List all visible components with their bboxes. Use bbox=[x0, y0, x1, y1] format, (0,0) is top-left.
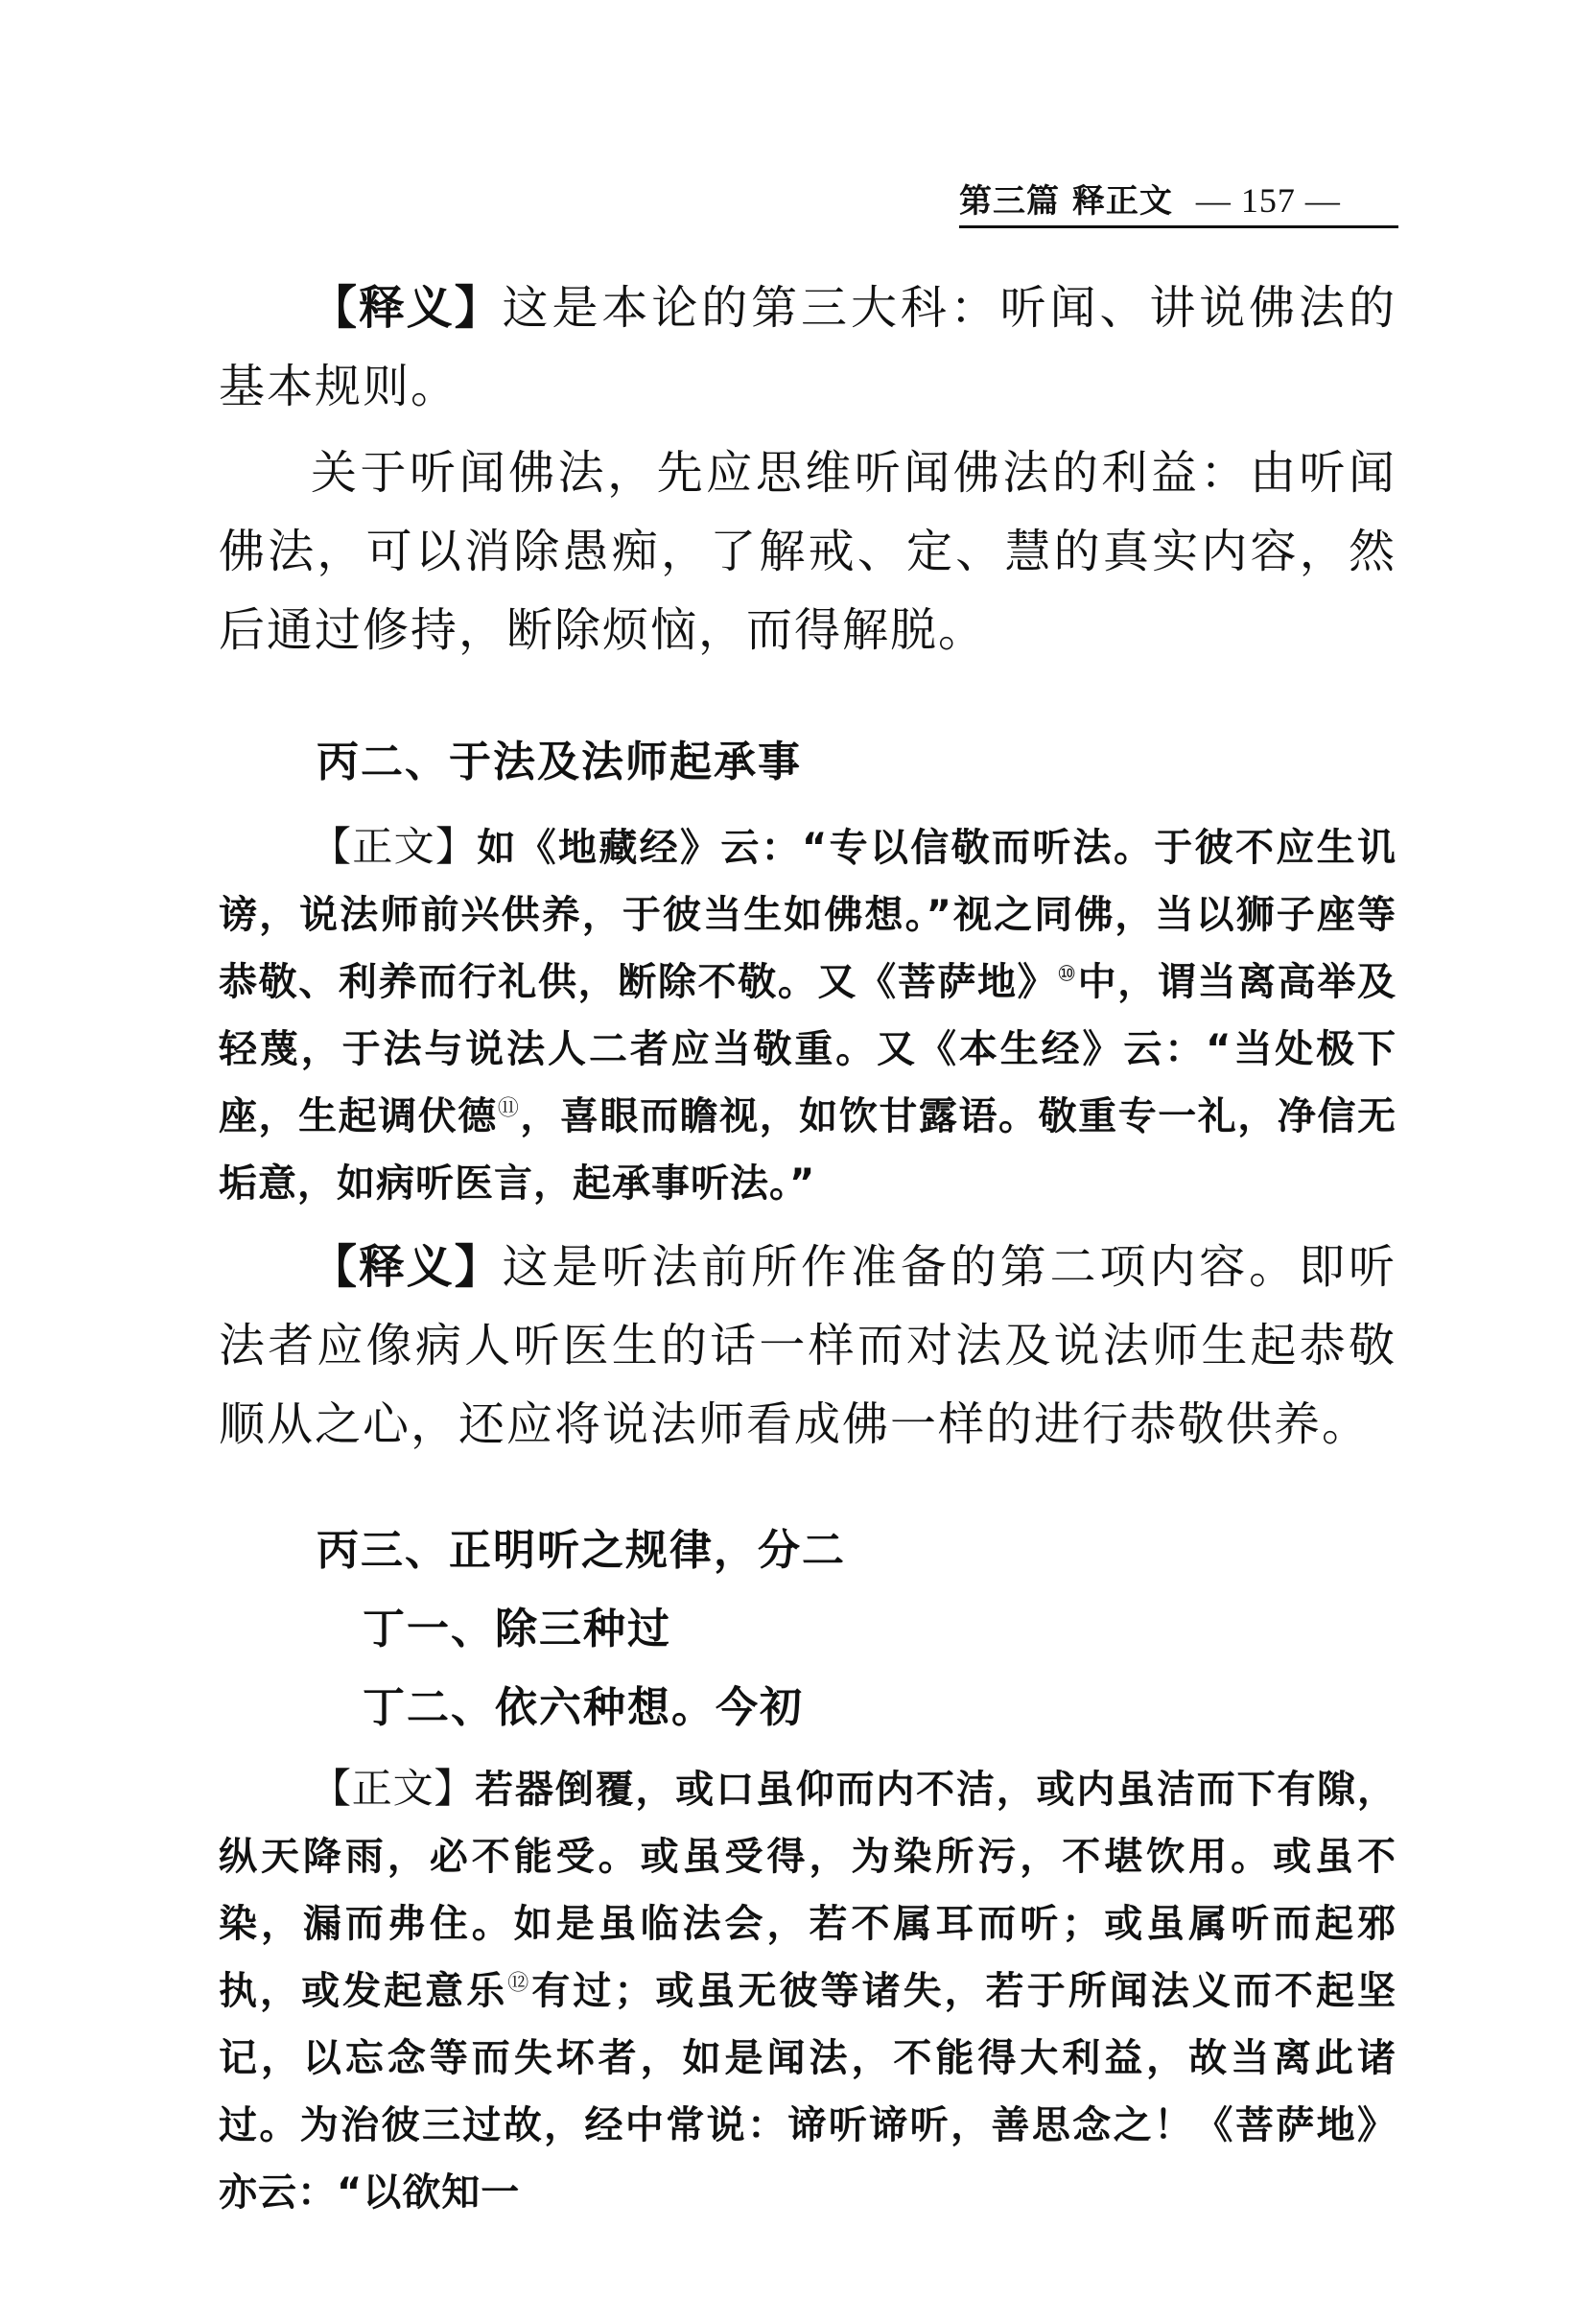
section-heading-bing3: 丙三、正明听之规律，分二 bbox=[317, 1526, 846, 1575]
label-tag: 【释义】 bbox=[311, 1240, 503, 1294]
paragraph-explanation-2 bbox=[219, 1228, 1396, 1464]
label-tag: 【正文】 bbox=[311, 1765, 476, 1812]
section-heading-ding1: 丁一、除三种过 bbox=[363, 1605, 671, 1653]
page-number: — 157 — bbox=[1195, 181, 1341, 220]
paragraph-benefits bbox=[219, 434, 1396, 669]
paragraph-explanation-1 bbox=[219, 269, 1396, 426]
label-tag: 【释义】 bbox=[311, 281, 503, 335]
label-tag: 【正文】 bbox=[311, 823, 478, 870]
running-header bbox=[959, 175, 1398, 228]
footnote-marker: ⑫ bbox=[507, 1971, 532, 1996]
footnote-marker: ⑪ bbox=[497, 1096, 521, 1121]
section-title: 第三篇 释正文 bbox=[959, 182, 1173, 221]
quote-text: 如《地藏经》云：“专以信敬而听法。于彼不应生讥谤，说法师前兴供养，于彼当生如佛想。”视之同佛，当以狮子座等恭敬、利养而行礼供，断除不敬。又《菩萨地》 bbox=[219, 826, 1396, 1004]
main-text-quote-1 bbox=[219, 813, 1396, 1217]
paragraph-text: 这是本论的第三大科：听闻、讲说佛法的基本规则。 bbox=[219, 281, 1396, 413]
quote-text: 中，谓当离高举及轻蔑，于法与说法人二者应当敬重。又《本生经》云：“当处极下座，生起调伏德 bbox=[219, 960, 1397, 1138]
paragraph-text: 关于听闻佛法，先应思维听闻佛法的利益：由听闻佛法，可以消除愚痴，了解戒、定、慧的真实内容，然后通过修持，断除烦恼，而得解脱。 bbox=[219, 446, 1396, 657]
quote-text: 若器倒覆，或口虽仰而内不洁，或内虽洁而下有隙，纵天降雨，必不能受。或虽受得，为染所污，不堪饮用。或虽不染，漏而弗住。如是虽临法会，若不属耳而听；或虽属听而起邪执，或发起意乐 bbox=[219, 1768, 1396, 2013]
main-text-quote-2 bbox=[219, 1755, 1396, 2226]
section-heading-bing2: 丙二、于法及法师起承事 bbox=[317, 738, 802, 786]
paragraph-text: 这是听法前所作准备的第二项内容。即听法者应像病人听医生的话一样而对法及说法师生起恭敬顺从之心，还应将说法师看成佛一样的进行恭敬供养。 bbox=[219, 1240, 1396, 1451]
footnote-marker: ⑩ bbox=[1057, 962, 1078, 987]
quote-text: ，喜眼而瞻视，如饮甘露语。敬重专一礼，净信无垢意，如病听医言，起承事听法。” bbox=[219, 1094, 1396, 1206]
quote-text: 有过；或虽无彼等诸失，若于所闻法义而不起坚记，以忘念等而失坏者，如是闻法，不能得大利益，故当离此诸过。为治彼三过故，经中常说：谛听谛听，善思念之！《菩萨地》亦云：“以欲知一 bbox=[219, 1969, 1396, 2215]
section-heading-ding2: 丁二、依六种想。今初 bbox=[363, 1683, 804, 1732]
